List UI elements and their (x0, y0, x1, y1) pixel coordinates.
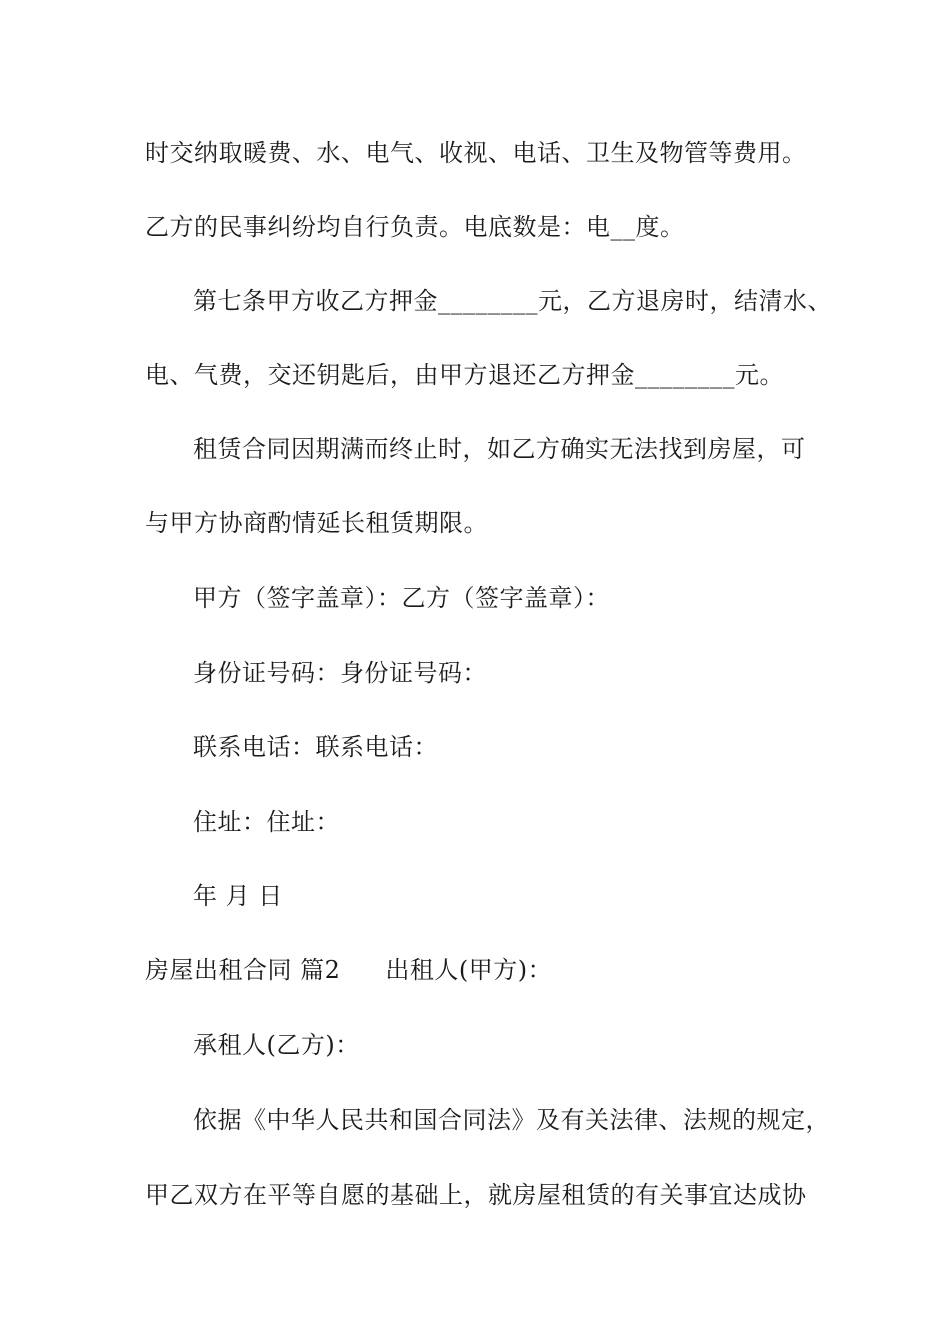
paragraph-line: 时交纳取暖费、水、电气、收视、电话、卫生及物管等费用。 (145, 139, 807, 167)
address-line: 住址：住址： (193, 808, 340, 836)
lessor-label: 出租人(甲方)： (385, 956, 553, 984)
paragraph-line: 乙方的民事纠纷均自行负责。电底数是：电__度。 (145, 213, 685, 241)
phone-line: 联系电话：联系电话： (193, 733, 438, 761)
paragraph-line: 租赁合同因期满而终止时，如乙方确实无法找到房屋，可 (193, 435, 806, 463)
signature-line: 甲方（签字盖章）：乙方（签字盖章）： (193, 584, 610, 612)
paragraph-line: 第七条甲方收乙方押金________元，乙方退房时，结清水、 (193, 287, 832, 315)
paragraph-line: 甲乙双方在平等自愿的基础上，就房屋租赁的有关事宜达成协 (145, 1181, 807, 1209)
id-number-line: 身份证号码：身份证号码： (193, 659, 487, 687)
date-line: 年 月 日 (193, 882, 283, 910)
lessee-label: 承租人(乙方)： (193, 1031, 360, 1059)
section-heading (145, 950, 850, 990)
section-title: 房屋出租合同 篇2 (145, 956, 341, 984)
paragraph-line: 电、气费，交还钥匙后，由甲方退还乙方押金________元。 (145, 361, 784, 389)
paragraph-line: 与甲方协商酌情延长租赁期限。 (145, 509, 488, 537)
paragraph-line: 依据《中华人民共和国合同法》及有关法律、法规的规定， (193, 1106, 830, 1134)
